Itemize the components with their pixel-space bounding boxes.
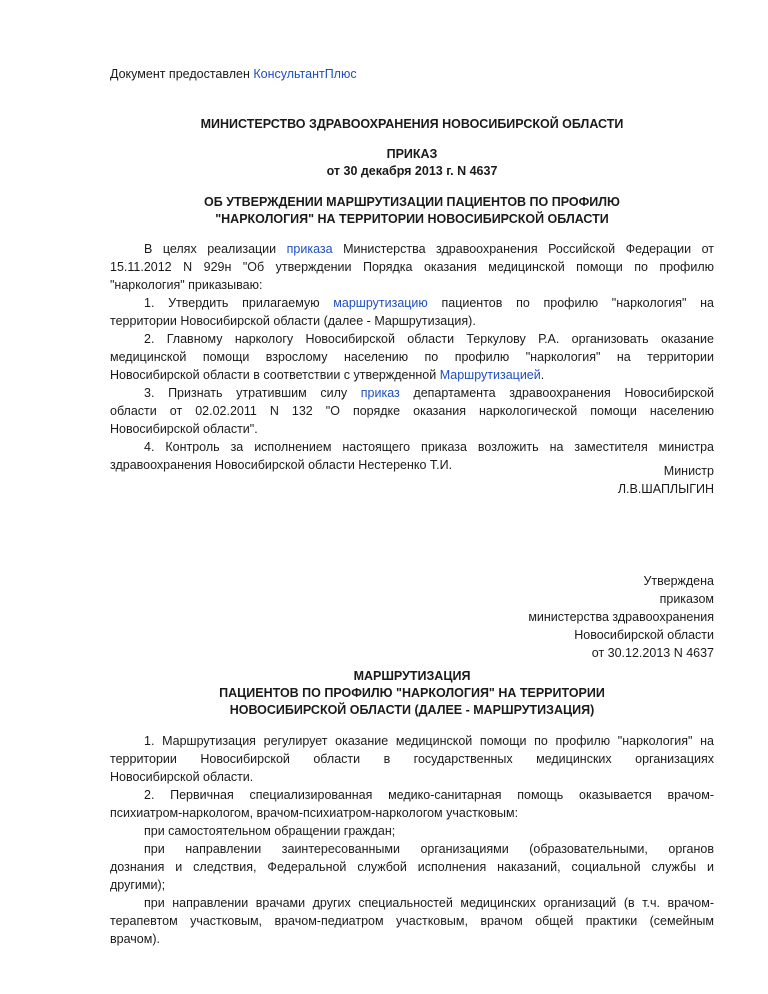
order-link-2[interactable]: приказ <box>360 386 400 400</box>
appendix-heading <box>110 668 714 719</box>
paragraph-4-line-3: Новосибирской области". <box>110 422 258 436</box>
signature-name: Л.В.ШАПЛЫГИН <box>617 482 714 496</box>
signature-block <box>400 462 714 498</box>
order-date: от 30 декабря 2013 г. N 4637 <box>326 164 498 178</box>
paragraph-4-line-1: 3. Признать утратившим силу приказ департамента здравоохранения Новосибирской <box>144 386 714 400</box>
appendix-body <box>110 732 714 948</box>
appendix-5-line-2: терапевтом участковым, врачом-педиатром участковым, врачом общей практики (семейным <box>110 914 714 928</box>
appendix-2-line-1: 2. Первичная специализированная медико-санитарная помощь оказывается врачом- <box>144 788 714 802</box>
approval-line-5: от 30.12.2013 N 4637 <box>591 646 714 660</box>
appendix-1-line-1: 1. Маршрутизация регулирует оказание медицинской помощи по профилю "наркология" на <box>144 734 714 748</box>
routing-link-2[interactable]: Маршрутизацией <box>439 368 541 382</box>
appendix-2-line-2: психиатром-наркологом, врачом-психиатром-наркологом участковым: <box>110 806 519 820</box>
approval-line-2: приказом <box>659 592 714 606</box>
paragraph-5-line-1: 4. Контроль за исполнением настоящего приказа возложить на заместителя министра <box>144 440 714 454</box>
subject-line-1: ОБ УТВЕРЖДЕНИИ МАРШРУТИЗАЦИИ ПАЦИЕНТОВ ПО ПРОФИЛЮ <box>204 195 620 209</box>
appendix-title-1: МАРШРУТИЗАЦИЯ <box>353 669 471 683</box>
paragraph-1-line-2: 15.11.2012 N 929н "Об утверждении Порядка оказания медицинской помощи по профилю <box>110 260 714 274</box>
appendix-3-line-1: при самостоятельном обращении граждан; <box>144 824 396 838</box>
order-link-1[interactable]: приказа <box>286 242 333 256</box>
paragraph-3-line-3: Новосибирской области в соответствии с утвержденной Маршрутизацией. <box>110 368 545 382</box>
approval-line-3: министерства здравоохранения <box>528 610 714 624</box>
paragraph-3-line-2: медицинской помощи взрослому населению по профилю "наркология" на территории <box>110 350 714 364</box>
paragraph-2-line-2: территории Новосибирской области (далее - Маршрутизация). <box>110 314 476 328</box>
paragraph-5-line-2: здравоохранения Новосибирской области Нестеренко Т.И. <box>110 458 453 472</box>
paragraph-1-line-3: "наркология" приказываю: <box>110 278 263 292</box>
appendix-title-3: НОВОСИБИРСКОЙ ОБЛАСТИ (ДАЛЕЕ - МАРШРУТИЗАЦИЯ) <box>229 703 595 717</box>
paragraph-3-line-1: 2. Главному наркологу Новосибирской области Теркулову Р.А. организовать оказание <box>144 332 714 346</box>
appendix-5-line-1: при направлении врачами других специальностей медицинских организаций (в т.ч. врачом- <box>144 896 714 910</box>
paragraph-2-line-1: 1. Утвердить прилагаемую маршрутизацию пациентов по профилю "наркология" на <box>144 296 714 310</box>
subject-line-2: "НАРКОЛОГИЯ" НА ТЕРРИТОРИИ НОВОСИБИРСКОЙ ОБЛАСТИ <box>215 212 609 226</box>
appendix-title-2: ПАЦИЕНТОВ ПО ПРОФИЛЮ "НАРКОЛОГИЯ" НА ТЕРРИТОРИИ <box>219 686 605 700</box>
ministry-heading: МИНИСТЕРСТВО ЗДРАВООХРАНЕНИЯ НОВОСИБИРСКОЙ ОБЛАСТИ <box>200 117 624 131</box>
routing-link[interactable]: маршрутизацию <box>333 296 428 310</box>
paragraph-1-line-1: В целях реализации приказа Министерства здравоохранения Российской Федерации от <box>144 242 714 256</box>
appendix-4-line-1: при направлении заинтересованными организациями (образовательными, органов <box>144 842 714 856</box>
order-body <box>110 240 714 474</box>
appendix-1-line-3: Новосибирской области. <box>110 770 254 784</box>
approval-line-4: Новосибирской области <box>574 628 714 642</box>
consultant-plus-link[interactable]: КонсультантПлюс <box>253 67 357 81</box>
provider-line <box>110 67 357 81</box>
order-title: ПРИКАЗ <box>386 147 438 161</box>
appendix-5-line-3: врачом). <box>110 932 160 946</box>
paragraph-4-line-2: области от 02.02.2011 N 132 "О порядке оказания наркологической помощи населению <box>110 404 714 418</box>
order-subject <box>110 194 714 228</box>
approval-block <box>400 572 714 662</box>
order-heading <box>110 146 714 180</box>
appendix-4-line-3: другими); <box>110 878 166 892</box>
signature-position: Министр <box>663 464 714 478</box>
appendix-1-line-2: территории Новосибирской области в государственных медицинских организациях <box>110 752 714 766</box>
provider-prefix: Документ предоставлен <box>110 67 254 81</box>
approval-line-1: Утверждена <box>643 574 714 588</box>
appendix-4-line-2: дознания и следствия, Федеральной службой исполнения наказаний, социальной службы и <box>110 860 714 874</box>
